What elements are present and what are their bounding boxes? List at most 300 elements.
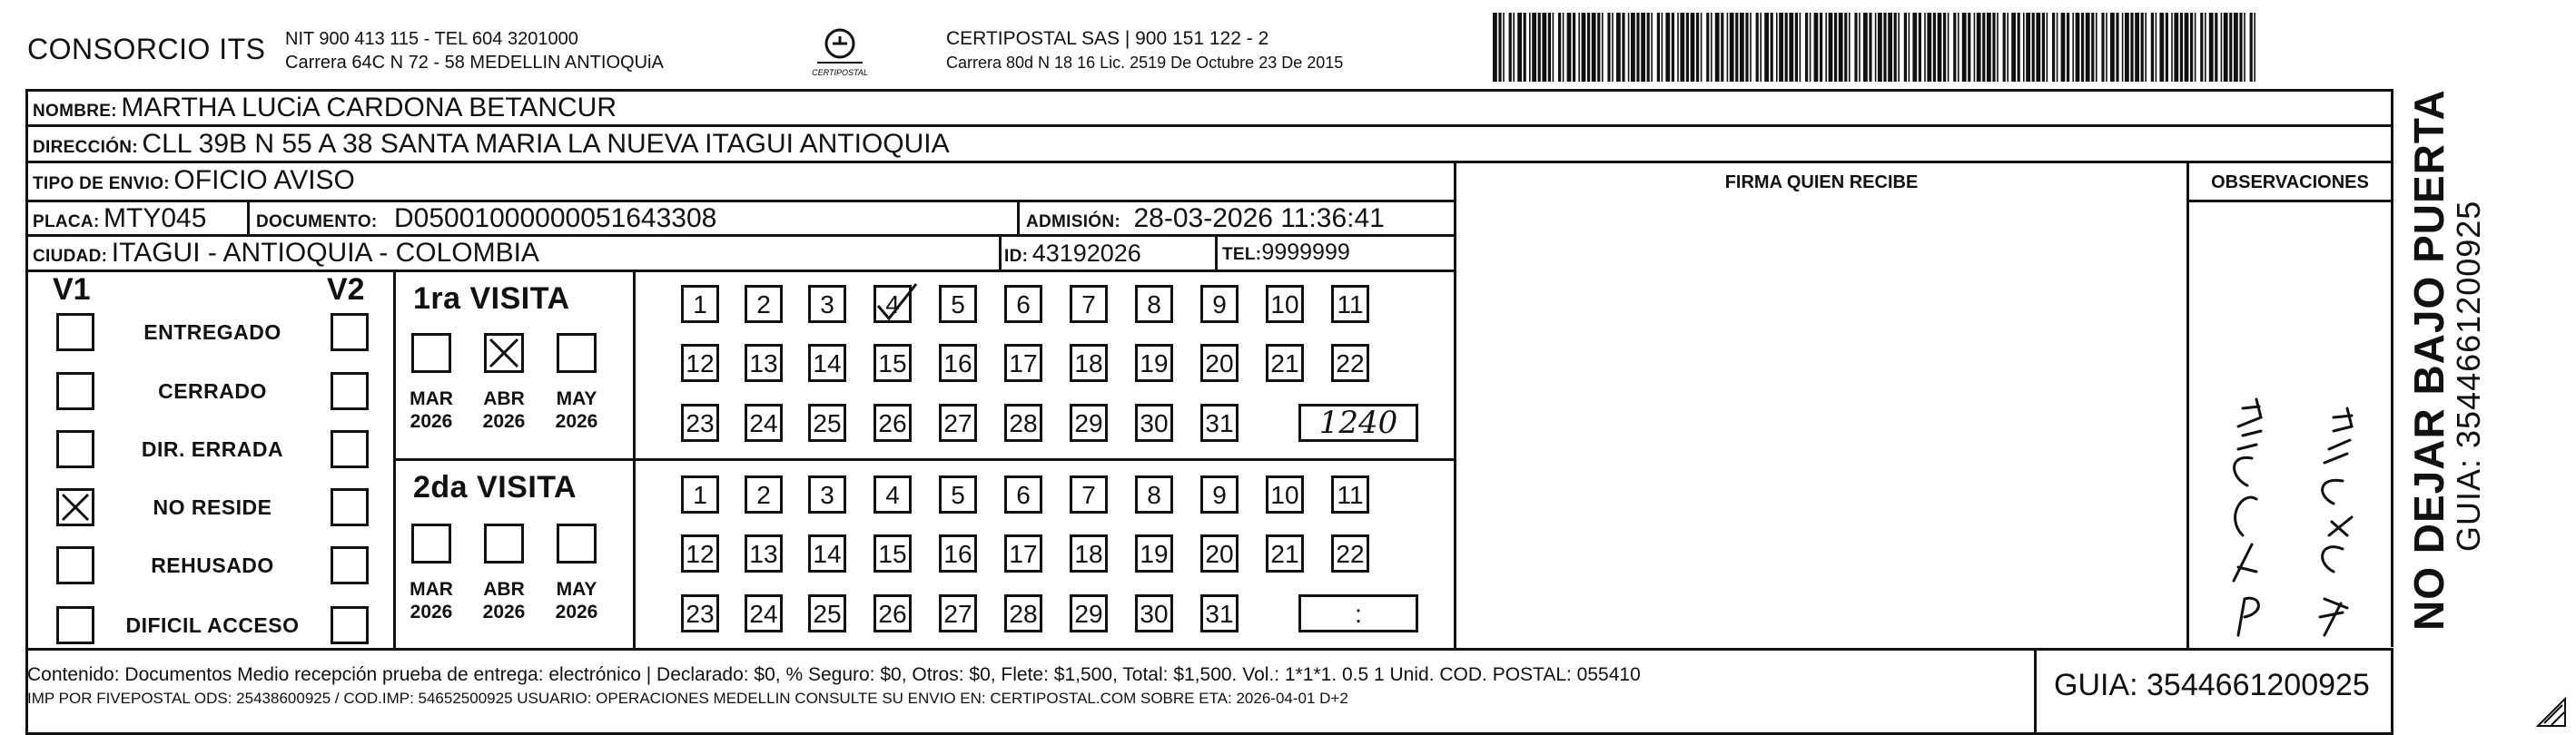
day-box[interactable]: 31 — [1200, 594, 1239, 632]
frame-left — [25, 89, 28, 735]
id-label: ID: — [1004, 247, 1029, 266]
barcode-bar — [2195, 13, 2196, 82]
barcode-bar — [2171, 13, 2173, 82]
footer-guia: GUIA: 3544661200925 — [2054, 668, 2370, 702]
barcode-bar — [1795, 13, 1798, 82]
check-mark-icon — [59, 491, 92, 524]
barcode-bar — [1898, 13, 1900, 82]
barcode-bar — [1997, 13, 1999, 82]
day-box[interactable]: 11 — [1331, 285, 1369, 323]
barcode-bar — [1503, 13, 1505, 82]
document-label: DOCUMENTO: — [256, 212, 378, 231]
barcode-bar — [1573, 13, 1575, 82]
day-box[interactable]: 22 — [1331, 534, 1369, 573]
day-box[interactable]: 2 — [745, 475, 783, 514]
barcode-bar — [1919, 13, 1921, 82]
month-checkbox[interactable] — [411, 333, 451, 373]
barcode-bar — [2215, 13, 2217, 82]
month-label — [472, 578, 536, 623]
day-box[interactable]: 30 — [1135, 404, 1173, 442]
tel-row — [1222, 241, 1350, 264]
day-box[interactable]: 29 — [1070, 404, 1108, 442]
company-info — [285, 27, 664, 74]
month-name: MAY — [556, 579, 597, 600]
barcode-bar — [1677, 13, 1679, 82]
address-value: CLL 39B N 55 A 38 SANTA MARIA LA NUEVA ITAGUI ANTIOQUIA — [142, 129, 950, 159]
day-box[interactable]: 31 — [1200, 404, 1239, 442]
first-visit-title: 1ra VISITA — [413, 281, 570, 316]
tel-value: 9999999 — [1261, 240, 1350, 265]
barcode-bar — [1745, 13, 1748, 82]
v1-checkbox[interactable] — [56, 546, 94, 584]
time-handwritten: 1240 — [1318, 405, 1398, 441]
signature-header: FIRMA QUIEN RECIBE — [1724, 172, 1919, 192]
barcode-bar — [2057, 13, 2058, 82]
month-checkbox[interactable] — [484, 524, 524, 564]
barcode-bar — [1558, 13, 1561, 82]
day-box[interactable]: 10 — [1266, 285, 1304, 323]
barcode-bar — [1844, 13, 1847, 82]
barcode-bar — [1894, 13, 1897, 82]
barcode-bar — [2174, 13, 2178, 82]
day-box[interactable]: 12 — [681, 344, 719, 382]
barcode-bar — [1943, 13, 1946, 82]
day-box[interactable]: 15 — [873, 534, 912, 573]
frame-top — [25, 89, 2393, 92]
barcode-bar — [2026, 13, 2030, 82]
name-value: MARTHA LUCiA CARDONA BETANCUR — [121, 93, 617, 122]
barcode-bar — [2234, 13, 2238, 82]
barcode-bar — [1962, 13, 1967, 82]
day-box[interactable]: 28 — [1004, 404, 1042, 442]
barcode-bar — [1711, 13, 1712, 82]
tel-label: TEL: — [1222, 245, 1262, 264]
plate-row — [33, 205, 206, 232]
name-label: NOMBRE: — [33, 102, 117, 121]
admission-row — [1026, 205, 1385, 232]
status-label: ENTREGADO — [143, 320, 281, 344]
courier-name: CERTIPOSTAL SAS | 900 151 122 - 2 — [946, 28, 1269, 49]
barcode-bar — [2205, 13, 2206, 82]
barcode-bar — [1888, 13, 1892, 82]
month-checkbox[interactable] — [411, 524, 451, 564]
barcode-bar — [2072, 13, 2074, 82]
barcode-bar — [2036, 13, 2040, 82]
barcode-bar — [1933, 13, 1936, 82]
day-box[interactable]: 1 — [681, 285, 719, 323]
barcode-bar — [1517, 13, 1522, 82]
id-value: 43192026 — [1031, 240, 1141, 267]
barcode-bar — [2166, 13, 2168, 82]
barcode-bar — [2067, 13, 2069, 82]
barcode-bar — [1622, 13, 1624, 82]
plate-label: PLACA: — [33, 212, 100, 231]
day-box[interactable]: 16 — [939, 534, 977, 573]
v1-checkbox[interactable] — [56, 606, 94, 644]
city-label: CIUDAD: — [33, 247, 108, 266]
company-address: Carrera 64C N 72 - 58 MEDELLIN ANTIOQUiA — [285, 53, 664, 73]
barcode-bar — [1509, 13, 1512, 82]
month-year: 2026 — [482, 411, 526, 432]
address-label: DIRECCIÓN: — [33, 138, 138, 157]
month-year: 2026 — [555, 602, 598, 622]
v1-checkbox[interactable] — [56, 488, 94, 526]
month-name: ABR — [483, 388, 525, 409]
barcode-bar — [1878, 13, 1882, 82]
day-box[interactable]: 3 — [808, 475, 846, 514]
company-nit: NIT 900 413 115 - TEL 604 3201000 — [285, 29, 578, 49]
frame-right — [2391, 89, 2393, 647]
barcode-bar — [1854, 13, 1857, 82]
day-box[interactable]: 8 — [1135, 475, 1173, 514]
barcode-bar — [1567, 13, 1572, 82]
barcode-bar — [1602, 13, 1604, 82]
barcode-bar — [1735, 13, 1738, 82]
footer-content: Contenido: Documentos Medio recepción prueba de entrega: electrónico | Declarado: $0, % Seguro: $0, Otros: $0, Flete: $1,500, Total: $1,500. Vol.: 1*1*1. 0.5 1 Unid. COD. POSTAL: 055410 — [27, 664, 1641, 685]
v2-checkbox[interactable] — [331, 546, 369, 584]
v2-checkbox[interactable] — [331, 606, 369, 644]
barcode-bar — [1968, 13, 1970, 82]
day-box[interactable]: 6 — [1004, 285, 1042, 323]
day-box[interactable]: 7 — [1070, 475, 1108, 514]
month-name: MAR — [410, 579, 453, 600]
barcode-bar — [2159, 13, 2164, 82]
barcode-bar — [1607, 13, 1610, 82]
barcode-bar — [1977, 13, 1981, 82]
company-name: CONSORCIO ITS — [27, 33, 266, 65]
day-box[interactable]: 11 — [1331, 475, 1369, 514]
barcode-bar — [1992, 13, 1995, 82]
barcode-bar — [1938, 13, 1942, 82]
day-box[interactable]: 17 — [1004, 534, 1042, 573]
barcode-bar — [2047, 13, 2048, 82]
barcode-bar — [2096, 13, 2097, 82]
type-row — [33, 167, 355, 194]
document-row — [256, 205, 716, 232]
month-name: ABR — [483, 579, 525, 600]
barcode-bar — [1953, 13, 1956, 82]
barcode-bar — [2190, 13, 2193, 82]
barcode-bar — [1657, 13, 1660, 82]
day-box[interactable]: 23 — [681, 594, 719, 632]
day-box[interactable]: 9 — [1200, 285, 1239, 323]
barcode-bar — [1958, 13, 1959, 82]
month-year: 2026 — [482, 602, 526, 622]
month-year: 2026 — [410, 411, 453, 432]
barcode-bar — [1750, 13, 1752, 82]
barcode-bar — [2018, 13, 2020, 82]
barcode-bar — [1756, 13, 1759, 82]
barcode-bar — [1672, 13, 1674, 82]
barcode-bar — [1542, 13, 1546, 82]
day-box[interactable]: 3 — [808, 285, 846, 323]
v2-checkbox[interactable] — [331, 313, 369, 351]
barcode-bar — [2011, 13, 2016, 82]
day-box[interactable]: 15 — [873, 344, 912, 382]
barcode-bar — [1538, 13, 1541, 82]
side-notice: NO DEJAR BAJO PUERTA — [2405, 89, 2453, 631]
status-label: NO RESIDE — [153, 495, 272, 519]
day-box[interactable]: 5 — [939, 285, 977, 323]
barcode-bar — [2185, 13, 2189, 82]
month-year: 2026 — [555, 411, 598, 432]
v1-checkbox[interactable] — [56, 430, 94, 468]
barcode-bar — [1651, 13, 1653, 82]
barcode-bar — [1764, 13, 1769, 82]
barcode-bar — [2254, 13, 2255, 82]
v2-checkbox[interactable] — [331, 488, 369, 526]
barcode-bar — [2125, 13, 2129, 82]
barcode-bar — [1563, 13, 1564, 82]
barcode-bar — [1680, 13, 1684, 82]
barcode-bar — [1820, 13, 1822, 82]
barcode-bar — [2151, 13, 2154, 82]
barcode-bar — [2221, 13, 2223, 82]
day-box[interactable]: 25 — [808, 594, 846, 632]
day-box[interactable]: 19 — [1135, 534, 1173, 573]
day-box[interactable]: 20 — [1200, 534, 1239, 573]
barcode-bar — [2244, 13, 2245, 82]
barcode-bar — [2200, 13, 2203, 82]
barcode-bar — [1776, 13, 1778, 82]
type-label: TIPO DE ENVIO: — [33, 174, 170, 193]
barcode-bar — [1641, 13, 1645, 82]
status-label: CERRADO — [158, 379, 267, 403]
month-name: MAR — [410, 388, 453, 409]
barcode-bar — [2141, 13, 2144, 82]
day-box[interactable]: 10 — [1266, 475, 1304, 514]
barcode-bar — [1493, 13, 1497, 82]
barcode-bar — [2224, 13, 2228, 82]
barcode-bar — [2081, 13, 2084, 82]
logo-caption: CERTIPOSTAL — [812, 68, 868, 77]
barcode-bar — [1800, 13, 1801, 82]
barcode-bar — [1730, 13, 1734, 82]
barcode-bar — [2110, 13, 2115, 82]
barcode-bar — [2180, 13, 2183, 82]
day-box[interactable]: 21 — [1266, 534, 1304, 573]
barcode-bar — [1727, 13, 1729, 82]
barcode-bar — [1532, 13, 1536, 82]
barcode-bar — [1740, 13, 1744, 82]
month-label — [472, 387, 536, 433]
v1-checkbox[interactable] — [56, 313, 94, 351]
day-box[interactable]: 14 — [808, 344, 846, 382]
barcode-bar — [1760, 13, 1762, 82]
admission-value: 28-03-2026 11:36:41 — [1133, 203, 1385, 233]
day-box[interactable]: 9 — [1200, 475, 1239, 514]
day-box[interactable]: 28 — [1004, 594, 1042, 632]
day-box[interactable]: 26 — [873, 594, 912, 632]
barcode-bar — [1829, 13, 1833, 82]
barcode — [1493, 13, 2255, 82]
status-label: DIR. ERRADA — [141, 437, 284, 461]
barcode-bar — [1548, 13, 1551, 82]
barcode-bar — [2145, 13, 2147, 82]
barcode-bar — [1513, 13, 1515, 82]
barcode-bar — [1529, 13, 1531, 82]
barcode-bar — [2122, 13, 2124, 82]
day-box[interactable]: 7 — [1070, 285, 1108, 323]
month-label — [545, 578, 608, 623]
day-box[interactable]: 1 — [681, 475, 719, 514]
barcode-bar — [1987, 13, 1991, 82]
barcode-bar — [1715, 13, 1720, 82]
barcode-bar — [1701, 13, 1703, 82]
time-box[interactable] — [1298, 404, 1418, 442]
barcode-bar — [2239, 13, 2242, 82]
barcode-bar — [1863, 13, 1868, 82]
barcode-bar — [2209, 13, 2214, 82]
day-box[interactable]: 19 — [1135, 344, 1173, 382]
barcode-bar — [1825, 13, 1827, 82]
barcode-bar — [2101, 13, 2104, 82]
barcode-bar — [1974, 13, 1976, 82]
barcode-bar — [2007, 13, 2008, 82]
v2-checkbox[interactable] — [331, 372, 369, 410]
barcode-bar — [2086, 13, 2090, 82]
document-value: D05001000000051643308 — [394, 203, 717, 233]
barcode-bar — [1810, 13, 1811, 82]
barcode-bar — [1662, 13, 1663, 82]
month-checkbox[interactable] — [484, 333, 524, 373]
barcode-bar — [1612, 13, 1614, 82]
day-box[interactable]: 13 — [745, 344, 783, 382]
day-box[interactable]: 12 — [681, 534, 719, 573]
barcode-bar — [1814, 13, 1819, 82]
barcode-bar — [1691, 13, 1695, 82]
check-mark-icon — [871, 279, 920, 328]
day-box[interactable]: 27 — [939, 404, 977, 442]
month-checkbox[interactable] — [557, 524, 597, 564]
courier-info — [946, 27, 1343, 74]
barcode-bar — [1665, 13, 1670, 82]
barcode-bar — [1553, 13, 1554, 82]
barcode-bar — [1779, 13, 1783, 82]
name-row — [33, 94, 617, 122]
day-box[interactable]: 18 — [1070, 534, 1108, 573]
barcode-bar — [1789, 13, 1793, 82]
barcode-bar — [2003, 13, 2006, 82]
day-box[interactable]: 14 — [808, 534, 846, 573]
day-box[interactable]: 6 — [1004, 475, 1042, 514]
barcode-bar — [1785, 13, 1788, 82]
city-value: ITAGUI - ANTIOQUIA - COLOMBIA — [111, 238, 539, 268]
barcode-bar — [2106, 13, 2107, 82]
barcode-bar — [1597, 13, 1600, 82]
day-box[interactable]: 29 — [1070, 594, 1108, 632]
certipostal-logo — [799, 25, 881, 80]
day-box[interactable]: 24 — [745, 404, 783, 442]
barcode-bar — [1924, 13, 1926, 82]
address-row — [33, 131, 950, 158]
barcode-bar — [2061, 13, 2066, 82]
barcode-bar — [1498, 13, 1501, 82]
month-label — [400, 387, 463, 433]
day-box[interactable]: 23 — [681, 404, 719, 442]
barcode-bar — [1686, 13, 1689, 82]
day-box[interactable]: 8 — [1135, 285, 1173, 323]
day-box[interactable]: 13 — [745, 534, 783, 573]
barcode-bar — [2091, 13, 2094, 82]
time-box[interactable]: : — [1298, 594, 1418, 632]
day-box[interactable]: 24 — [745, 594, 783, 632]
barcode-bar — [2130, 13, 2133, 82]
day-box[interactable]: 16 — [939, 344, 977, 382]
day-box[interactable]: 18 — [1070, 344, 1108, 382]
barcode-bar — [1912, 13, 1917, 82]
v2-header: V2 — [327, 272, 365, 307]
day-box[interactable]: 27 — [939, 594, 977, 632]
barcode-bar — [1616, 13, 1621, 82]
type-value: OFICIO AVISO — [173, 165, 355, 195]
side-guia: GUIA: 3544661200925 — [2450, 200, 2487, 552]
day-box[interactable]: 22 — [1331, 344, 1369, 382]
barcode-bar — [1927, 13, 1931, 82]
city-row — [33, 240, 539, 267]
barcode-bar — [1869, 13, 1871, 82]
month-name: MAY — [556, 388, 597, 409]
barcode-bar — [2135, 13, 2139, 82]
day-box[interactable]: 26 — [873, 404, 912, 442]
barcode-bar — [1647, 13, 1650, 82]
day-box[interactable]: 20 — [1200, 344, 1239, 382]
second-visit-title: 2da VISITA — [413, 470, 577, 505]
barcode-bar — [1834, 13, 1837, 82]
day-box[interactable]: 30 — [1135, 594, 1173, 632]
day-box[interactable]: 5 — [939, 475, 977, 514]
barcode-bar — [1904, 13, 1907, 82]
footer-print-info: IMP POR FIVEPOSTAL ODS: 25438600925 / COD.IMP: 54652500925 USUARIO: OPERACIONES MEDELLIN CONSULTE SU ENVIO EN: CERTIPOSTAL.COM SOBRE ETA: 2026-04-01 D+2 — [27, 690, 1348, 707]
day-box[interactable]: 17 — [1004, 344, 1042, 382]
day-box[interactable]: 2 — [745, 285, 783, 323]
admission-label: ADMISIÓN: — [1026, 212, 1121, 231]
barcode-bar — [1578, 13, 1580, 82]
id-row — [1004, 241, 1141, 266]
month-checkbox[interactable] — [557, 333, 597, 373]
barcode-bar — [1631, 13, 1635, 82]
status-label: REHUSADO — [151, 554, 274, 577]
barcode-bar — [1524, 13, 1526, 82]
observations-handwriting — [2188, 272, 2390, 644]
month-label — [545, 387, 608, 433]
day-box[interactable]: 25 — [808, 404, 846, 442]
barcode-bar — [1582, 13, 1586, 82]
barcode-bar — [2156, 13, 2157, 82]
observations-header: OBSERVACIONES — [2211, 172, 2369, 192]
barcode-bar — [2023, 13, 2025, 82]
barcode-bar — [2116, 13, 2118, 82]
day-box[interactable]: 4 — [873, 475, 912, 514]
barcode-bar — [1883, 13, 1886, 82]
barcode-bar — [1849, 13, 1851, 82]
barcode-bar — [2229, 13, 2232, 82]
v1-checkbox[interactable] — [56, 372, 94, 410]
day-box[interactable]: 4 — [873, 285, 912, 323]
plate-value: MTY045 — [104, 203, 207, 233]
status-label: DIFICIL ACCESO — [125, 613, 300, 637]
barcode-bar — [1628, 13, 1630, 82]
barcode-bar — [1859, 13, 1860, 82]
barcode-bar — [1721, 13, 1723, 82]
v1-header: V1 — [53, 272, 91, 307]
barcode-bar — [2250, 13, 2253, 82]
barcode-bar — [1805, 13, 1808, 82]
barcode-bar — [1875, 13, 1877, 82]
v2-checkbox[interactable] — [331, 430, 369, 468]
barcode-bar — [2042, 13, 2045, 82]
day-box[interactable]: 21 — [1266, 344, 1304, 382]
